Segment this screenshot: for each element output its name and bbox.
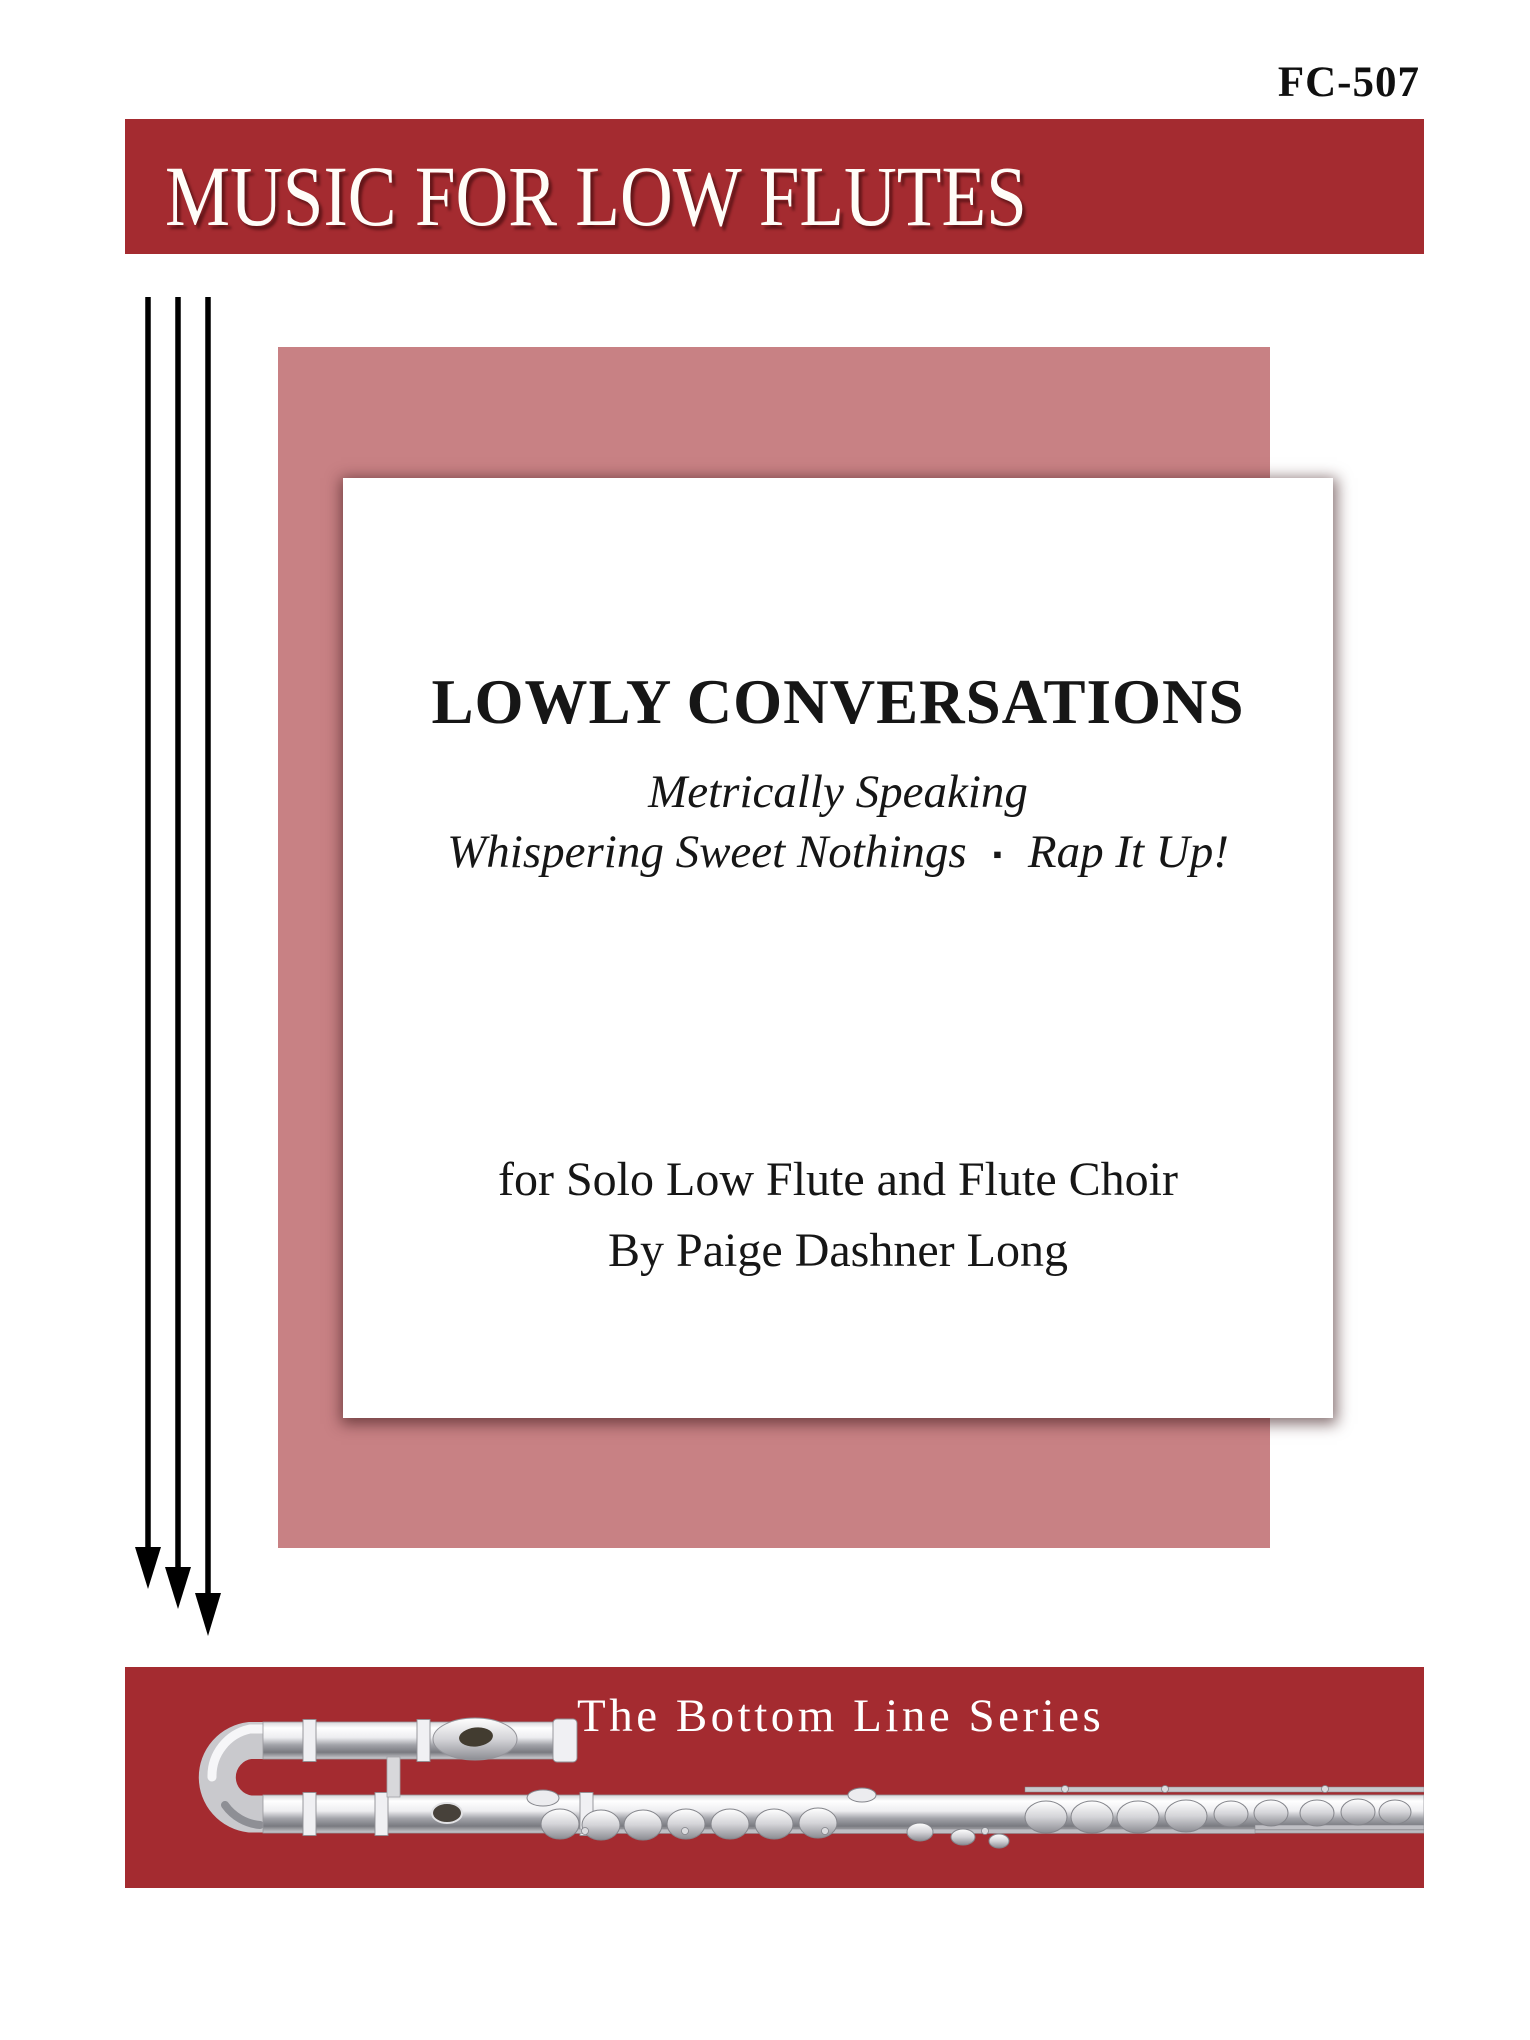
top-banner xyxy=(125,119,1424,254)
bottom-banner xyxy=(125,1667,1424,1888)
flute-tone-hole xyxy=(432,1803,462,1823)
down-arrow-icon-1 xyxy=(135,297,161,1589)
series-collection-title: MUSIC FOR LOW FLUTES xyxy=(165,148,1027,244)
down-arrow-icon-3 xyxy=(195,297,221,1636)
movement-item-1: Whispering Sweet Nothings xyxy=(447,826,967,878)
piece-title: LOWLY CONVERSATIONS xyxy=(431,667,1245,737)
title-card xyxy=(343,478,1333,1418)
piece-subtitle: Metrically Speaking xyxy=(648,766,1028,818)
movement-list xyxy=(343,825,1333,879)
flute-embouchure xyxy=(433,1718,517,1760)
down-arrow-icon-2 xyxy=(165,297,191,1609)
flute-strut xyxy=(387,1757,400,1797)
instrumentation-line: for Solo Low Flute and Flute Choir xyxy=(498,1153,1178,1206)
down-arrows-icon xyxy=(0,0,260,1660)
catalog-number: FC-507 xyxy=(1277,59,1420,106)
composer-byline: By Paige Dashner Long xyxy=(608,1224,1068,1277)
movement-item-2: Rap It Up! xyxy=(1027,826,1229,878)
series-title: The Bottom Line Series xyxy=(577,1690,1105,1742)
square-bullet-separator: ▪ xyxy=(992,839,1002,869)
